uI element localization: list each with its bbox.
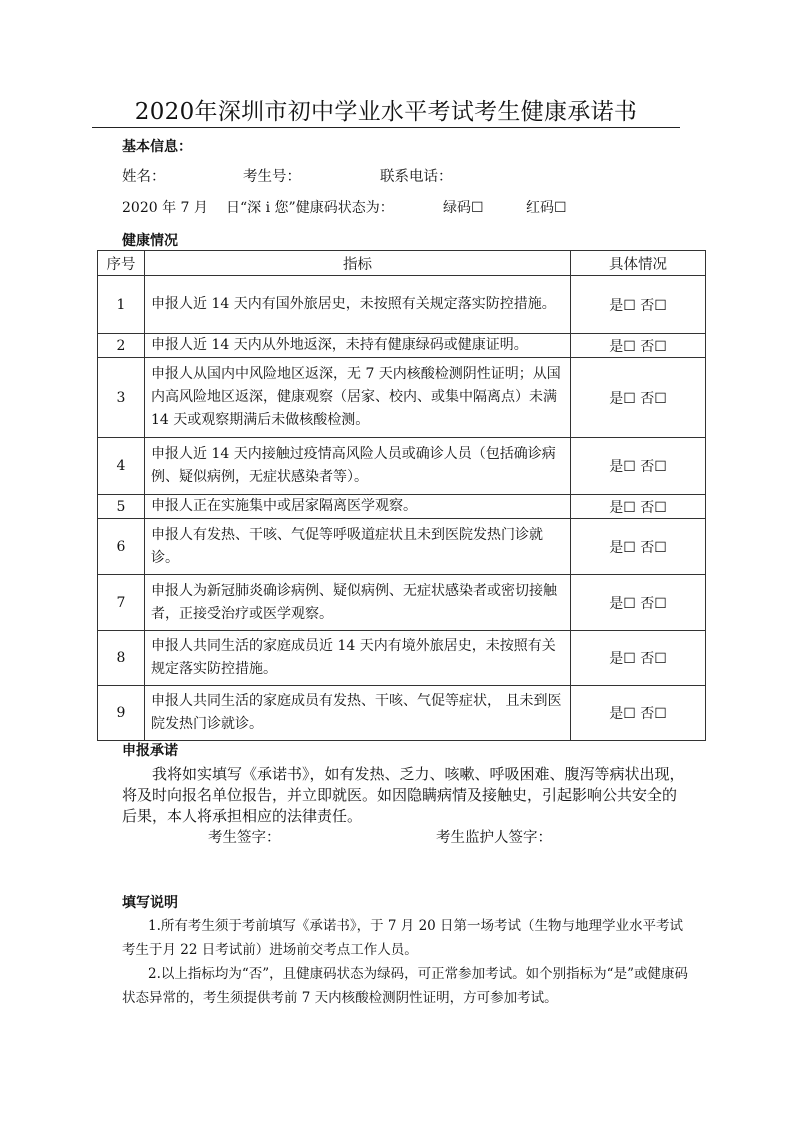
row-number: 6 — [98, 519, 145, 575]
commitment-heading: 申报承诺 — [122, 743, 178, 759]
row-indicator: 申报人近 14 天内有国外旅居史，未按照有关规定落实防控措施。 — [145, 276, 571, 334]
row-number: 1 — [98, 276, 145, 334]
phone-label: 联系电话： — [380, 169, 453, 185]
row-number: 5 — [98, 495, 145, 519]
row-yes-no-checkbox[interactable]: 是☐ 否☐ — [571, 276, 706, 334]
row-indicator: 申报人为新冠肺炎确诊病例、疑似病例、无症状感染者或密切接触者，正接受治疗或医学观察。 — [145, 575, 571, 631]
instruction-item-2: 2.以上指标均为“否”，且健康码状态为绿码，可正常参加考试。如个别指标为“是”或健康码状态异常的，考生须提供考前 7 天内核酸检测阴性证明，方可参加考试。 — [122, 966, 688, 1006]
row-number: 8 — [98, 631, 145, 686]
row-yes-no-checkbox[interactable]: 是☐ 否☐ — [571, 631, 706, 686]
exam-number-label: 考生号： — [243, 169, 301, 185]
row-yes-no-checkbox[interactable]: 是☐ 否☐ — [571, 519, 706, 575]
row-yes-no-checkbox[interactable]: 是☐ 否☐ — [571, 358, 706, 438]
row-number: 2 — [98, 334, 145, 358]
table-row — [98, 276, 706, 334]
row-indicator: 申报人正在实施集中或居家隔离医学观察。 — [145, 495, 571, 519]
header-status: 具体情况 — [571, 251, 706, 276]
header-number: 序号 — [98, 251, 145, 276]
page-title: 2020年深圳市初中学业水平考试考生健康承诺书 — [92, 93, 680, 128]
date-text: 2020 年 7 月 — [122, 200, 208, 216]
row-yes-no-checkbox[interactable]: 是☐ 否☐ — [571, 686, 706, 741]
row-indicator: 申报人近 14 天内接触过疫情高风险人员或确诊人员（包括确诊病例、疑似病例，无症状感染者等）。 — [145, 438, 571, 495]
row-indicator: 申报人共同生活的家庭成员近 14 天内有境外旅居史，未按照有关规定落实防控措施。 — [145, 631, 571, 686]
red-code-checkbox[interactable]: 红码☐ — [526, 200, 567, 216]
health-table — [97, 250, 706, 741]
table-row — [98, 519, 706, 575]
row-number: 3 — [98, 358, 145, 438]
row-indicator: 申报人共同生活的家庭成员有发热、干咳、气促等症状， 且未到医院发热门诊就诊。 — [145, 686, 571, 741]
name-label: 姓名： — [122, 169, 166, 185]
row-yes-no-checkbox[interactable]: 是☐ 否☐ — [571, 495, 706, 519]
commitment-body: 我将如实填写《承诺书》，如有发热、乏力、咳嗽、呼吸困难、腹泻等病状出现，将及时向报名单位报告，并立即就医。如因隐瞒病情及接触史，引起影响公共安全的后果，本人将承担相应的法律责任。 — [122, 765, 685, 825]
row-number: 9 — [98, 686, 145, 741]
table-row — [98, 575, 706, 631]
green-code-checkbox[interactable]: 绿码☐ — [443, 200, 484, 216]
health-status-heading: 健康情况 — [122, 233, 178, 249]
row-number: 4 — [98, 438, 145, 495]
instruction-item-1: 1.所有考生须于考前填写《承诺书》，于 7 月 20 日第一场考试（生物与地理学业水平考试考生于月 22 日考试前）进场前交考点工作人员。 — [122, 918, 684, 958]
instructions-heading: 填写说明 — [122, 895, 178, 911]
row-yes-no-checkbox[interactable]: 是☐ 否☐ — [571, 334, 706, 358]
row-yes-no-checkbox[interactable]: 是☐ 否☐ — [571, 575, 706, 631]
guardian-signature-label: 考生监护人签字： — [436, 830, 552, 846]
header-indicator: 指标 — [145, 251, 571, 276]
table-row — [98, 358, 706, 438]
student-signature-label: 考生签字： — [208, 830, 281, 846]
row-indicator: 申报人近 14 天内从外地返深，未持有健康绿码或健康证明。 — [145, 334, 571, 358]
row-yes-no-checkbox[interactable]: 是☐ 否☐ — [571, 438, 706, 495]
table-header-row — [98, 251, 706, 276]
row-indicator: 申报人有发热、干咳、气促等呼吸道症状且未到医院发热门诊就诊。 — [145, 519, 571, 575]
row-indicator: 申报人从国内中风险地区返深，无 7 天内核酸检测阴性证明；从国内高风险地区返深，健康观察（居家、校内、或集中隔离点）未满 14 天或观察期满后未做核酸检测。 — [145, 358, 571, 438]
table-row — [98, 686, 706, 741]
row-number: 7 — [98, 575, 145, 631]
table-row — [98, 334, 706, 358]
health-code-status-label: 日“深 i 您”健康码状态为： — [226, 200, 394, 216]
table-row — [98, 631, 706, 686]
basic-info-heading: 基本信息： — [122, 139, 192, 155]
table-row — [98, 495, 706, 519]
table-row — [98, 438, 706, 495]
